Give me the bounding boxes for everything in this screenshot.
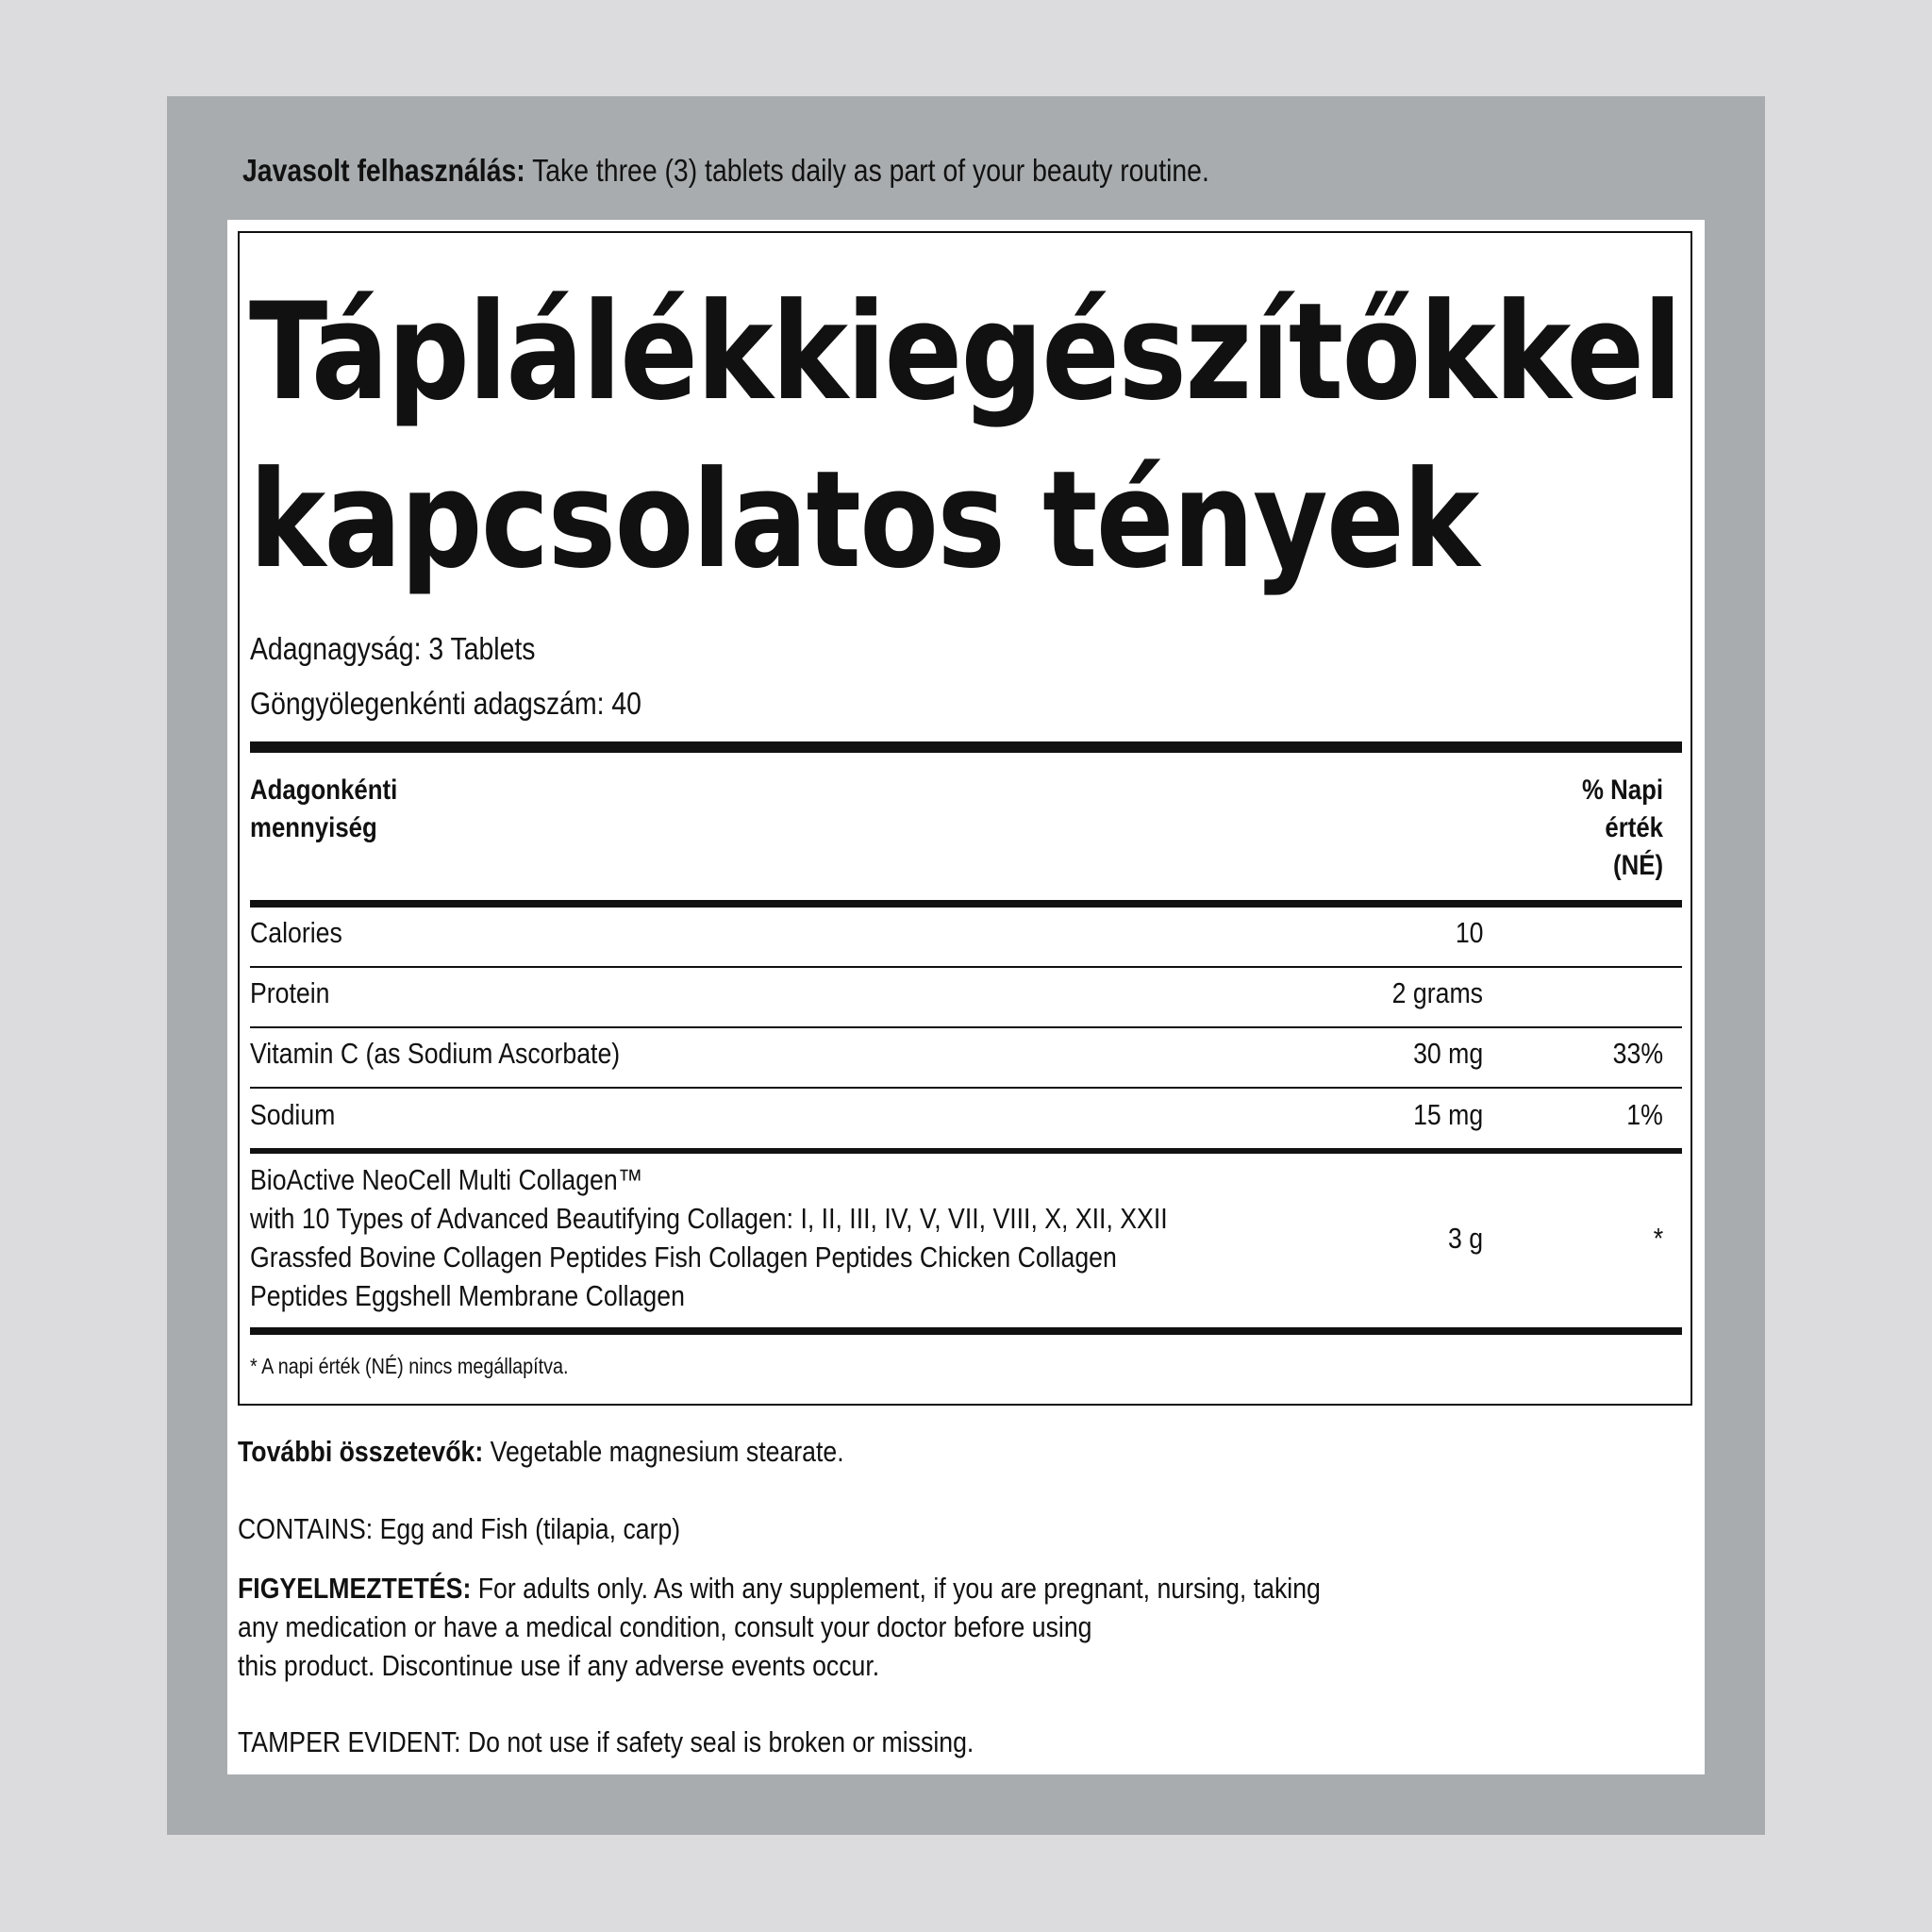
warning-line2: any medication or have a medical condition, consult your doctor before using bbox=[238, 1610, 1092, 1643]
nutrient-name: Sodium bbox=[250, 1098, 336, 1131]
other-ingredients bbox=[238, 1432, 844, 1471]
collagen-blend-name bbox=[250, 1160, 1168, 1315]
row-divider bbox=[250, 966, 1682, 968]
collagen-line1: BioActive NeoCell Multi Collagen™ bbox=[250, 1163, 643, 1196]
warning-line1: For adults only. As with any supplement, if you are pregnant, nursing, taking bbox=[471, 1572, 1321, 1605]
medium-divider bbox=[250, 1148, 1682, 1154]
facts-title-line2: kapcsolatos tények bbox=[249, 442, 1478, 598]
allergen-statement: CONTAINS: Egg and Fish (tilapia, carp) bbox=[238, 1512, 681, 1545]
nutrient-amount: 15 mg bbox=[1412, 1098, 1483, 1131]
medium-divider bbox=[250, 900, 1682, 908]
collagen-amount: 3 g bbox=[1447, 1222, 1483, 1255]
warning-line3: this product. Discontinue use if any adverse events occur. bbox=[238, 1649, 880, 1682]
daily-value-footnote: * A napi érték (NÉ) nincs megállapítva. bbox=[250, 1354, 569, 1378]
nutrient-daily-value: 33% bbox=[1612, 1037, 1663, 1070]
thick-divider bbox=[250, 741, 1682, 753]
tamper-evident-notice: TAMPER EVIDENT: Do not use if safety seal is broken or missing. bbox=[238, 1725, 974, 1758]
nutrient-daily-value: 1% bbox=[1626, 1098, 1663, 1131]
nutrient-name: Vitamin C (as Sodium Ascorbate) bbox=[250, 1037, 621, 1070]
dv-header-line2: érték bbox=[1605, 812, 1663, 843]
collagen-daily-value: * bbox=[1653, 1222, 1663, 1255]
other-ingredients-text: Vegetable magnesium stearate. bbox=[483, 1435, 844, 1468]
facts-title bbox=[249, 269, 1681, 605]
amount-per-serving-header bbox=[250, 772, 397, 847]
warning bbox=[238, 1569, 1321, 1685]
facts-title-line1: Táplálékkiegészítőkkel bbox=[249, 275, 1681, 430]
daily-value-header bbox=[1582, 772, 1663, 885]
collagen-line4: Peptides Eggshell Membrane Collagen bbox=[250, 1279, 685, 1312]
nutrient-amount: 2 grams bbox=[1391, 976, 1483, 1009]
nutrient-amount: 30 mg bbox=[1412, 1037, 1483, 1070]
amount-header-line1: Adagonkénti bbox=[250, 774, 398, 806]
nutrient-amount: 10 bbox=[1455, 916, 1483, 949]
thick-divider bbox=[250, 1327, 1682, 1335]
nutrient-name: Protein bbox=[250, 976, 330, 1009]
servings-per-container: Göngyölegenkénti adagszám: 40 bbox=[250, 686, 641, 721]
collagen-line2: with 10 Types of Advanced Beautifying Collagen: I, II, III, IV, V, VII, VIII, X, XII, XXII bbox=[250, 1202, 1168, 1235]
suggested-use bbox=[242, 153, 1209, 189]
row-divider bbox=[250, 1087, 1682, 1089]
nutrient-name: Calories bbox=[250, 916, 342, 949]
suggested-use-text: Take three (3) tablets daily as part of your beauty routine. bbox=[525, 153, 1209, 188]
dv-header-line1: % Napi bbox=[1581, 774, 1663, 806]
suggested-use-label: Javasolt felhasználás: bbox=[242, 153, 525, 188]
row-divider bbox=[250, 1026, 1682, 1028]
serving-size: Adagnagyság: 3 Tablets bbox=[250, 631, 536, 666]
collagen-line3: Grassfed Bovine Collagen Peptides Fish Collagen Peptides Chicken Collagen bbox=[250, 1241, 1117, 1274]
warning-label: FIGYELMEZTETÉS: bbox=[238, 1572, 472, 1605]
amount-header-line2: mennyiség bbox=[250, 812, 377, 843]
dv-header-line3: (NÉ) bbox=[1612, 850, 1663, 881]
other-ingredients-label: További összetevők: bbox=[238, 1435, 484, 1468]
